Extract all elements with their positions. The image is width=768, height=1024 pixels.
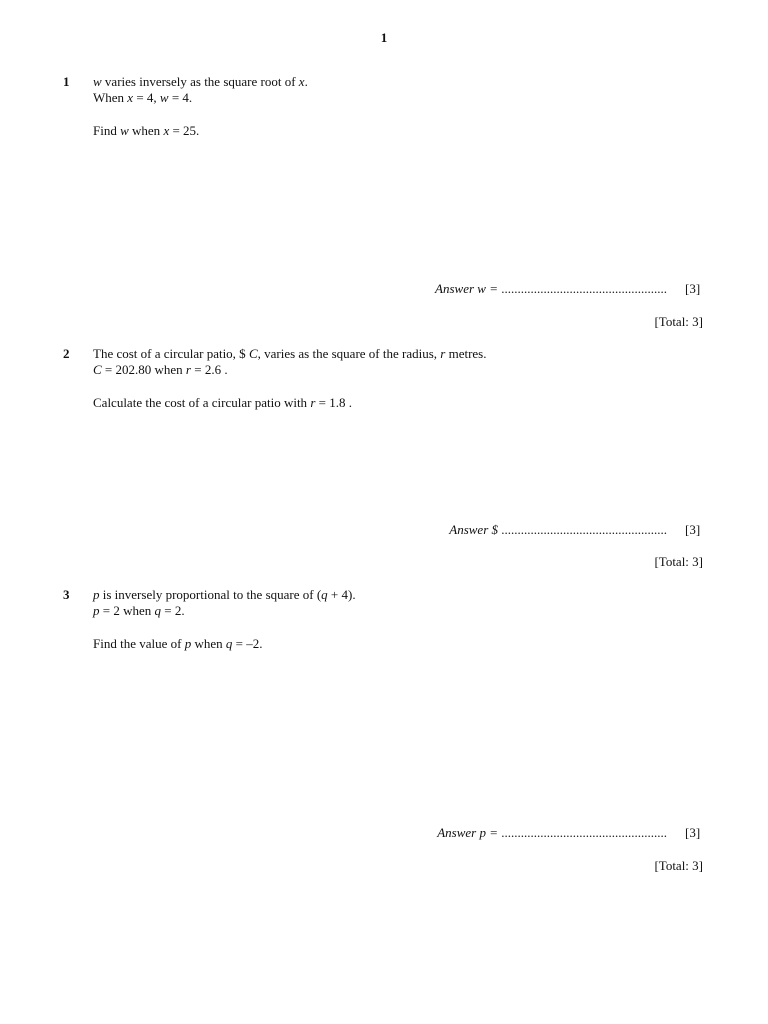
question-text-line [93, 362, 228, 378]
question-text: , varies as the square of the radius, [257, 346, 441, 361]
question-instruction [93, 636, 262, 652]
question-text-line [93, 603, 185, 619]
math-variable: p [93, 603, 100, 618]
math-variable: C [248, 346, 258, 361]
question-text-line [93, 346, 487, 362]
answer-field[interactable]: ................................................... [501, 281, 667, 296]
question-text: = 2 when [99, 603, 155, 618]
question-instruction [93, 123, 199, 139]
question-text: when [191, 636, 226, 651]
math-variable: C [93, 362, 102, 377]
question-text: = 4. [168, 90, 193, 105]
math-variable: r [440, 346, 446, 361]
question-text-line [93, 74, 308, 90]
math-variable: r [310, 395, 316, 410]
answer-line [449, 522, 667, 538]
question-text: is inversely proportional to the square of ( [99, 587, 322, 602]
answer-line [435, 281, 667, 297]
question-text: metres. [445, 346, 487, 361]
math-variable: p [93, 587, 100, 602]
question-text: = 2. [161, 603, 185, 618]
question-text: = 202.80 when [101, 362, 186, 377]
answer-field[interactable]: ................................................... [501, 522, 667, 537]
answer-field[interactable]: ................................................... [501, 825, 667, 840]
math-variable: x [127, 90, 134, 105]
math-variable: w [93, 74, 102, 89]
question-instruction [93, 395, 352, 411]
total-marks: [Total: 3] [654, 554, 703, 569]
math-variable: q [154, 603, 161, 618]
question-number: 1 [63, 74, 70, 89]
marks-label: [3] [685, 825, 701, 840]
math-variable: q [225, 636, 233, 651]
question-text: Find [93, 123, 121, 138]
question-text-line [93, 90, 192, 106]
question-number: 2 [63, 346, 70, 361]
answer-label: Answer $ [449, 522, 498, 537]
math-variable: w [159, 90, 169, 105]
marks-label: [3] [685, 281, 701, 296]
answer-line [437, 825, 667, 841]
question-text: The cost of a circular patio, $ [93, 346, 249, 361]
question-text: = –2. [232, 636, 263, 651]
math-variable: r [185, 362, 191, 377]
total-marks: [Total: 3] [654, 858, 703, 873]
question-text: = 25. [169, 123, 200, 138]
math-variable: x [163, 123, 170, 138]
answer-label: Answer w = [435, 281, 498, 296]
page-number: 1 [380, 30, 388, 45]
question-number: 3 [63, 587, 70, 602]
math-variable: x [298, 74, 305, 89]
question-text: = 1.8 . [315, 395, 352, 410]
question-text: + 4). [327, 587, 356, 602]
answer-label: Answer p = [437, 825, 498, 840]
question-text-line [93, 587, 356, 603]
question-text: = 2.6 . [190, 362, 228, 377]
marks-label: [3] [685, 522, 701, 537]
question-text: varies inversely as the square root of [101, 74, 299, 89]
total-marks: [Total: 3] [654, 314, 703, 329]
question-text: Calculate the cost of a circular patio with [93, 395, 311, 410]
math-variable: p [184, 636, 192, 651]
question-text: = 4, [133, 90, 160, 105]
question-text: Find the value of [93, 636, 185, 651]
question-text: when [128, 123, 164, 138]
math-variable: q [321, 587, 328, 602]
math-variable: w [120, 123, 129, 138]
question-text: . [304, 74, 308, 89]
question-text: When [93, 90, 128, 105]
